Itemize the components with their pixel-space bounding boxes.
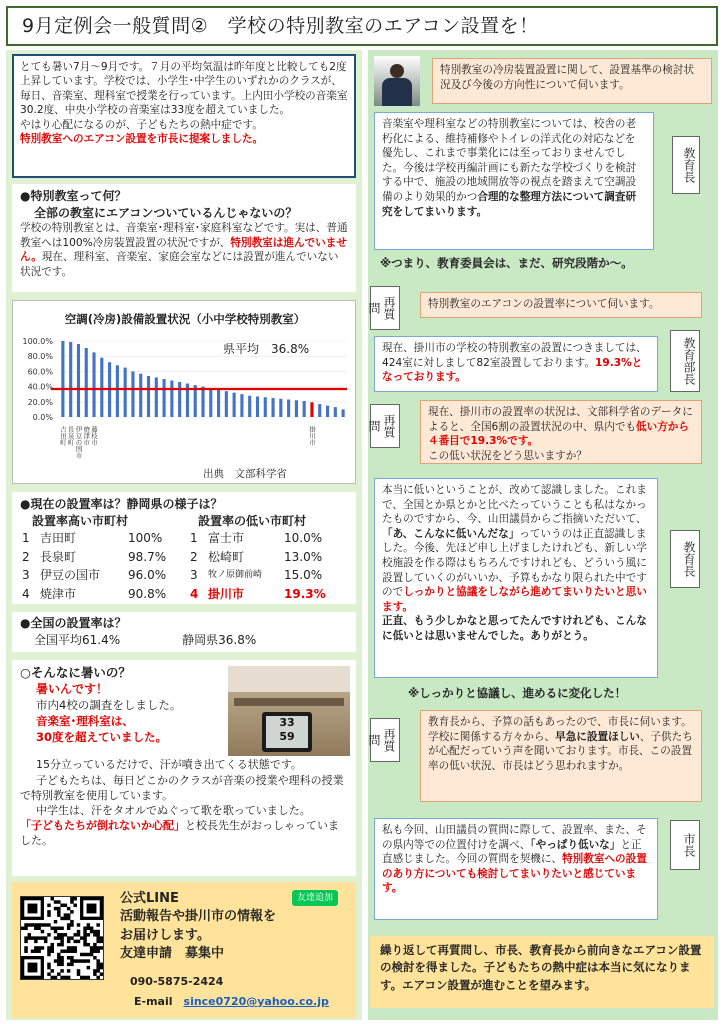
answer-3-red: しっかりと協議をしながら進めてまいりたいと思います。 (382, 586, 647, 613)
page-title: 9月定例会一般質問② 学校の特別教室のエアコン設置を！ (6, 6, 718, 46)
rank-name: 松崎町 (208, 549, 245, 564)
bar (310, 402, 313, 417)
bar (279, 399, 282, 417)
hot-quote-tail: と校長先生がおっしゃっていました。 (20, 819, 339, 848)
note-1: ※つまり、教育委員会は、まだ、研究段階か～。 (380, 256, 633, 270)
rank-value: 90.8% (128, 586, 167, 601)
bar (248, 396, 251, 417)
rank-value: 19.3% (284, 586, 326, 601)
y-tick-label: 80.0% (27, 352, 53, 362)
bar (147, 376, 150, 417)
rank-number: 2 (190, 549, 198, 564)
x-tick-label: 長泉町 (66, 426, 75, 446)
rank-number: 2 (22, 549, 30, 564)
question-2: 特別教室のエアコンの設置率について伺います。 (420, 292, 702, 318)
bar (303, 401, 306, 417)
bar (131, 371, 134, 417)
rank-number: 4 (190, 586, 199, 601)
x-tick-label: 掛川市 (307, 426, 316, 446)
line-text-3: 友達申請 募集中 (120, 946, 225, 962)
bar (61, 341, 64, 417)
national-box (12, 612, 356, 652)
x-tick-label: 焼津市 (82, 426, 91, 446)
rank-value: 13.0% (284, 549, 323, 564)
line-text-2: お届けします。 (120, 927, 210, 943)
what-box (12, 184, 356, 292)
bar (116, 365, 119, 417)
rank-row (20, 529, 168, 548)
answer-3-text: 本当に低いということが、改めて認識しました。これまで、全国とか県とかと比べたっていうことも私はなかったものですから、今、山田議員からご指摘いただいて、 (382, 484, 647, 526)
answer-2-text: 現在、掛川市の学校の特別教室の設置につきましては、424室に対しまして82室設置しております。 (382, 342, 647, 369)
rank-value: 10.0% (284, 531, 323, 546)
answer-4 (374, 818, 658, 920)
tag-q4: 再質問 (370, 718, 400, 762)
bar (201, 387, 204, 417)
bar (178, 382, 181, 417)
rank-number: 3 (190, 568, 198, 583)
hot-p3: 中学生は、汗をタオルでぬぐって歌を歌っていました。 (36, 803, 311, 817)
rank-name: 掛川市 (208, 586, 245, 601)
rate-heading: ●現在の設置率は？静岡県の様子は？ (20, 497, 223, 511)
answer-2-red: 19.3%となっております。 (382, 356, 643, 384)
rank-row (188, 566, 328, 585)
thermo-humid: 59 (279, 730, 295, 743)
bar (295, 400, 298, 417)
hot-p2: 子どもたちは、毎日どこかのクラスが音楽の授業や理科の授業で特別教室を使用しています。 (20, 773, 344, 802)
rank-value: 98.7% (128, 549, 167, 564)
bar (209, 388, 212, 417)
rank-number: 1 (22, 531, 30, 546)
bar (342, 409, 345, 417)
bar (139, 374, 142, 417)
line-box (12, 882, 356, 1018)
thermometer-icon (262, 712, 312, 752)
y-tick-label: 100.0% (22, 337, 53, 346)
what-highlight: 特別教室は進んでいません。 (20, 236, 347, 264)
tag-q2: 再質問 (370, 286, 400, 330)
hot-answer: 暑いんです！ (36, 682, 109, 697)
line-title: 公式LINE (120, 891, 179, 906)
rank-name: 牧ノ原御前崎 (208, 569, 263, 580)
hot-quote-line (20, 818, 348, 848)
bar (233, 393, 236, 417)
question-4 (420, 710, 702, 802)
answer-1 (374, 112, 654, 250)
tag-a2: 教育部長 (670, 330, 700, 392)
line-friend-badge[interactable]: 友達追加 (292, 890, 338, 906)
chart-title: 空調(冷房)設備設置状況（小中学校特別教室） (64, 312, 306, 326)
hot-survey: 市内4校の調査をしました。 (36, 697, 182, 712)
tag-q3: 再質問 (370, 404, 400, 448)
answer-4-red: 特別教室への設置のあり方についても検討してまいりたいと感じています。 (382, 853, 647, 895)
hot-box (12, 660, 356, 876)
bar (264, 397, 267, 417)
thermo-temp: 33 (279, 716, 295, 729)
answer-4-bold: 「やっぱり低いな」 (530, 838, 621, 851)
bar (287, 400, 290, 417)
note-2: ※しっかりと協議し、進めるに変化した！ (408, 686, 627, 700)
bar (271, 398, 274, 417)
what-subheading: 全部の教室にエアコンついているんじゃないの？ (34, 205, 298, 220)
bar (163, 379, 166, 417)
rank-row (188, 529, 328, 548)
rank-row (20, 548, 168, 567)
rank-row (188, 585, 328, 604)
question-3 (420, 400, 702, 464)
hot-p1: 15分立っているだけで、汗が噴き出てくる状態です。 (36, 758, 302, 772)
line-email[interactable]: since0720@yahoo.co.jp (183, 995, 329, 1008)
rank-value: 15.0% (284, 568, 323, 583)
what-text (20, 221, 348, 279)
rank-name: 富士市 (208, 531, 245, 546)
question-3-red: 低い方から４番目で19.3%です。 (428, 420, 689, 448)
line-email-label: E-mail (134, 995, 173, 1008)
rank-row (20, 566, 168, 585)
what-heading: ●特別教室って何？ (20, 189, 127, 203)
y-tick-label: 0.0% (32, 413, 53, 422)
high-rank-table (20, 529, 168, 603)
low-rank-table (188, 529, 328, 603)
intro-highlight: 特別教室へのエアコン設置を市長に提案しました。 (20, 133, 264, 146)
question-4-text: 教育長から、予算の話もあったので、市長に伺います。学校に関係する方々から、 (428, 716, 692, 743)
rank-row (20, 585, 168, 604)
hot-result-2: 30度を超えていました。 (36, 729, 168, 744)
national-avg: 全国平均61.4% (34, 632, 121, 647)
chart-labels (59, 425, 316, 460)
question-3-text: 現在、掛川市の設置率の状況は、文部科学省のデータによると、全国6割の設置状況の中、県内でも (428, 406, 693, 433)
tag-a3: 教育長 (670, 530, 700, 588)
x-tick-label: 伊豆の国市 (74, 426, 83, 459)
rank-number: 4 (22, 586, 30, 601)
answer-3 (374, 478, 658, 678)
bar (225, 391, 228, 417)
rank-name: 焼津市 (40, 586, 77, 601)
answer-4-text: 私も今回、山田議員の質問に際して、設置率、また、その県内等での位置付けを調べ、 (382, 824, 647, 851)
bar (69, 342, 72, 417)
bar (318, 404, 321, 417)
chart-source: 出典 文部科学省 (203, 468, 287, 480)
y-tick-label: 40.0% (27, 382, 53, 392)
x-tick-label: 吉田町 (58, 426, 67, 446)
bar (217, 390, 220, 417)
hot-result-1: 音楽室･理科室は、 (36, 713, 134, 728)
rank-name: 伊豆の国市 (40, 568, 101, 583)
chart-box (12, 300, 356, 484)
bar (240, 394, 243, 417)
bar (77, 344, 80, 417)
high-title: 設置率高い市町村 (32, 513, 129, 528)
rank-name: 長泉町 (40, 549, 77, 564)
bar (326, 406, 329, 417)
rank-number: 3 (22, 568, 30, 583)
tag-a1: 教育長 (672, 136, 700, 194)
what-text-1: 学校の特別教室とは、音楽室･理科室･家庭科室などです。実は、普通教室へは100%冷房装置設置の状況ですが、 (20, 222, 348, 249)
rank-name: 吉田町 (40, 531, 77, 546)
classroom-photo (228, 666, 350, 756)
intro-box (12, 54, 356, 178)
intro-text: とても暑い7月～9月です。７月の平均気温は昨年度と比較しても2度上昇しています。学校では、小学生･中学生のいずれかのクラスが、毎日、音楽室、理科室で授業を行っています。上内田小学校の音楽室30.2度、中央小学校の音楽室は33度を超えていました。 (20, 61, 348, 117)
answer-4-text-2: と正直感じました。今回の質問を契機に、 (382, 838, 642, 866)
answer-3-bold-2: 正直、もう少しかなと思ってたんですけれども、こんなに低いとは思いませんでした。ありがとう。 (382, 615, 647, 643)
bar (85, 348, 88, 417)
shizuoka-avg: 静岡県36.8% (182, 632, 257, 647)
chart-annotation: 県平均 36.8% (223, 342, 310, 356)
rank-value: 96.0% (128, 568, 167, 583)
bar (334, 407, 337, 417)
bar-chart (13, 301, 357, 485)
national-heading: ●全国の設置率は？ (20, 616, 127, 630)
bar (170, 381, 173, 417)
what-text-2: 現在、理科室、音楽室、家庭会室などには設置が進んでいない状況です。 (20, 251, 339, 278)
hot-heading: ○そんなに暑いの？ (20, 665, 131, 680)
bar (155, 377, 158, 417)
question-1: 特別教室の冷房装置設置に関して、設置基準の検討状況及び今後の方向性について伺います。 (432, 58, 712, 104)
rank-value: 100% (128, 531, 163, 546)
answer-1-bold: 合理的な整理方法について調査研究をしてまいります。 (382, 191, 637, 218)
rate-box (12, 492, 356, 604)
low-title: 設置率の低い市町村 (198, 513, 307, 528)
bar (92, 352, 95, 417)
hot-quote: 「子どもたちが倒れないか心配」 (20, 819, 185, 833)
summary: 繰り返して再質問し、市長、教育長から前向きなエアコン設置の検討を得ました。子どもたちの熱中症は本当に気になります。エアコン設置が進むことを望みます。 (370, 936, 714, 1008)
x-tick-label: 藤枝市 (90, 426, 99, 446)
y-tick-label: 20.0% (27, 397, 53, 407)
question-3-text-2: この低い状況をどう思いますか？ (428, 449, 587, 462)
bar (124, 368, 127, 417)
speaker-photo (374, 56, 420, 106)
answer-3-bold-1: 「あ、こんなに低いんだな」 (382, 527, 520, 540)
question-4-text-2: 、子供たちが心配だっていう声を聞いております。市長、この設置率の低い状況、市長はどう思われますか。 (428, 730, 693, 772)
bar (100, 358, 103, 417)
bar (256, 396, 259, 417)
y-tick-label: 60.0% (27, 367, 53, 377)
question-4-bold: 早急に設置ほしい (555, 730, 640, 743)
qr-code-icon[interactable] (20, 896, 104, 980)
answer-2 (374, 336, 658, 392)
rank-row (188, 548, 328, 567)
answer-1-text: 音楽室や理科室などの特別教室については、校舎の老朽化による、維持補修やトイレの洋式化の対応などを優先し、これまで事業化には至っておりませんでした。今後は学校再編計画にも新たな学校づくりを検討する中で、施設の地域開放等の視点を踏まえて空調設備のより効果的かつ (382, 118, 637, 204)
rank-number: 1 (190, 531, 198, 546)
tag-a4: 市長 (670, 820, 700, 870)
intro-text-2: やはり心配になるのが、子どもたちの熱中症です。 (20, 118, 263, 131)
answer-3-text-2: っていうのは正直認識しました。今後、先ほど申し上げましたけれども、新しい学校施設を作る際はもちろんですけれども、どういう風に設置していくのがいいか、予算もかなり限られた中ですので (382, 527, 647, 599)
line-text-1: 活動報告や掛川市の情報を (120, 909, 277, 925)
line-phone: 090-5875-2424 (130, 975, 224, 988)
